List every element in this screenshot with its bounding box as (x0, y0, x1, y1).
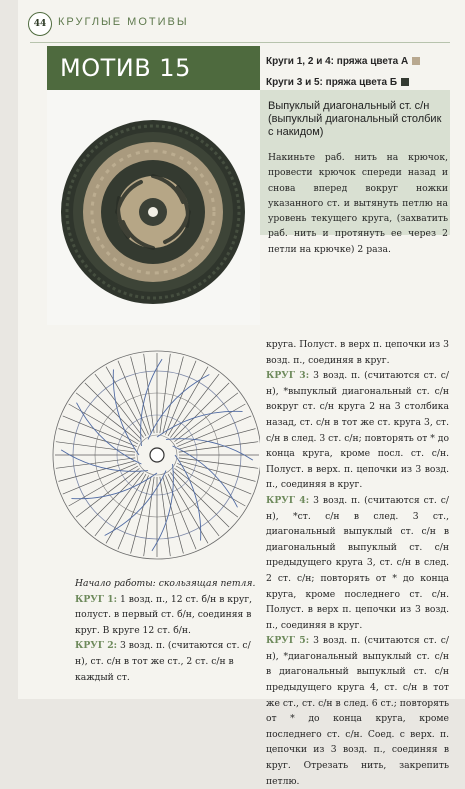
yarn-legend (266, 51, 420, 93)
yarn-line-b: Круги 3 и 5: пряжа цвета Б (266, 72, 420, 93)
motif-photo (47, 90, 260, 325)
section-title: КРУГЛЫЕ МОТИВЫ (58, 16, 189, 28)
yarn-line-a: Круги 1, 2 и 4: пряжа цвета А (266, 51, 420, 72)
instructions-left (75, 576, 260, 685)
round-2-continued: круга. Полуст. в верх п. цепочки из 3 возд. п., соединяя в круг. (266, 339, 449, 366)
header-divider (30, 42, 450, 43)
yarn-a-swatch (412, 57, 420, 65)
motif-title: МОТИВ 15 (60, 54, 191, 82)
crochet-diagram-graphic (47, 340, 260, 570)
start-note: Начало работы: скользящая петля. (75, 578, 256, 589)
stitch-name: Выпуклый диагональный ст. с/н (выпуклый диагональный столбик с накидом) (268, 100, 442, 138)
crochet-diagram (47, 340, 260, 570)
stitch-description: Накиньте раб. нить на крючок, провести крючок спереди назад и снова вперед вокруг ножки указанного ст. и вытянуть петлю на уровень текущего круга, (захватить раб. нить и протянуть ее через 2 петли на крючке) 2 раза. (268, 152, 448, 255)
page-number: 44 (33, 19, 47, 29)
round-3: КРУГ 3: 3 возд. п. (считаются ст. с/н), *выпуклый диагональный ст. с/н вокруг ст. с/н круга 2 на 3 столбика назад, ст. с/н в тот же ст. круга 3, ст. с/н в след. 3 ст. с/н; повторять от * до конца круга, кроме посл. ст. с/н. Полуст. в верх. п. цепочки из 3 возд. п., соединяя в круг. (266, 370, 449, 491)
yarn-b-swatch (401, 78, 409, 86)
round-2: КРУГ 2: 3 возд. п. (считаются ст. с/н), ст. с/н в тот же ст., 2 ст. с/н в каждый ст. (75, 640, 251, 683)
round-5: КРУГ 5: 3 возд. п. (считаются ст. с/н), *диагональный выпуклый ст. с/н в диагональный выпуклый ст. с/н предыдущего круга 4, ст. с/н в тот же ст., ст. с/н в след. 6 ст.; повторять от * до конца круга, кроме последнего ст. с/н. Соед. с верх. п. цепочки из 3 возд. п., соединяя в круг. Отрезать нить, закрепить петлю. (266, 635, 449, 787)
round-4: КРУГ 4: 3 возд. п. (считаются ст. с/н), *ст. с/н в след. 3 ст., диагональный выпуклый ст. с/н в диагональный выпуклый ст. с/н предыдущего круга 3, ст. с/н в след. 2 ст. с/н; повторять от * до конца круга, кроме последнего ст. с/н. Полуст. в верх п. цепочки из 3 возд. п., соединяя в круг. (266, 494, 449, 631)
page-number-badge (28, 12, 52, 36)
motif-photo-graphic (47, 90, 260, 325)
round-1: КРУГ 1: 1 возд. п., 12 ст. б/н в круг, полуст. в первый ст. б/н, соединяя в круг. В круге 12 ст. б/н. (75, 593, 253, 636)
instructions-right (266, 337, 449, 789)
